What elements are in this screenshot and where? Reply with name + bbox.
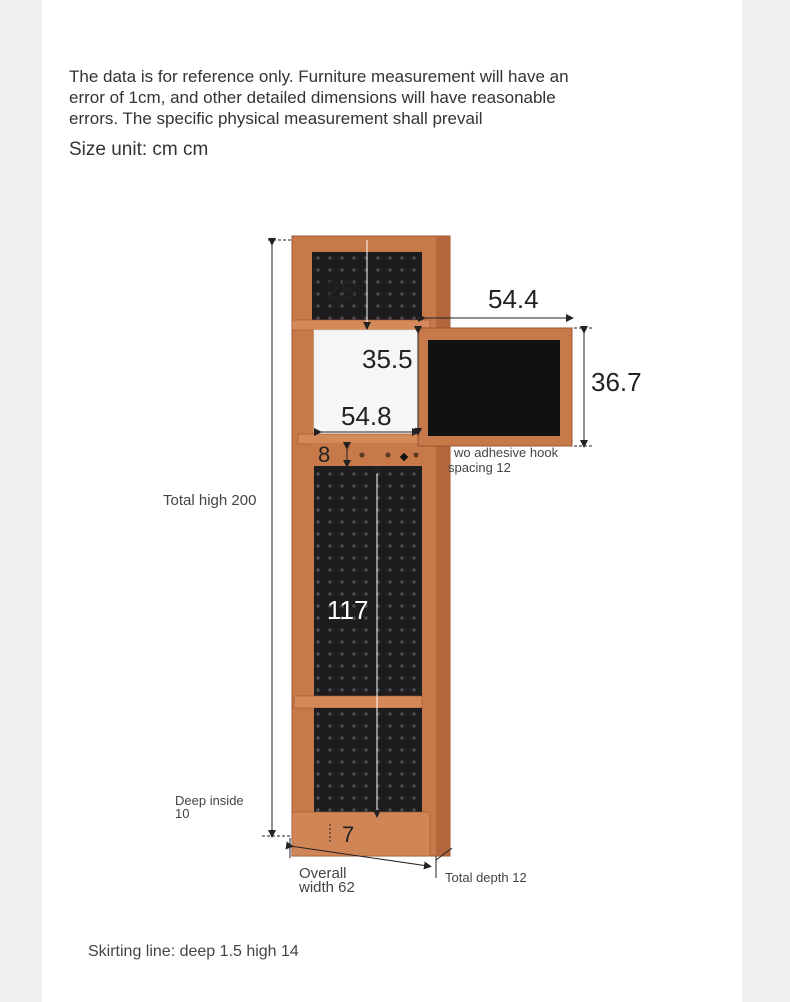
bottom-gap: 7 [342,822,355,847]
deep-inside-label-2: 10 [175,806,190,821]
top-compartment-height: 25 [326,275,355,305]
side-cabinet-height: 36.7 [591,367,642,397]
overall-width-line1: Overall [299,865,347,882]
deep-inside-label-1: Deep inside [175,793,244,808]
hooks-note-line1: wo adhesive hook [454,445,559,460]
disclaimer-text: The data is for reference only. Furniture measurement will have an error of 1cm, and other detailed dimensions will have reasonable errors. The specific physical measurement shall prevail [69,67,569,128]
overall-width-line2: width 62 [299,879,355,896]
mirror-height: 35.5 [362,344,413,374]
total-depth-label: Total depth 12 [445,870,527,885]
hook-gap: 8 [318,442,331,467]
size-unit-label: Size unit: cm cm [69,139,209,160]
side-cabinet-width: 54.4 [488,284,539,314]
hooks-note-line2: spacing 12 [448,460,511,475]
board-height: 117 [327,595,369,625]
mirror-width: 54.8 [341,401,392,431]
total-height-label: Total high 200 [163,492,257,509]
skirting-line-label: Skirting line: deep 1.5 high 14 [88,943,299,960]
side-cabinet [418,328,572,446]
